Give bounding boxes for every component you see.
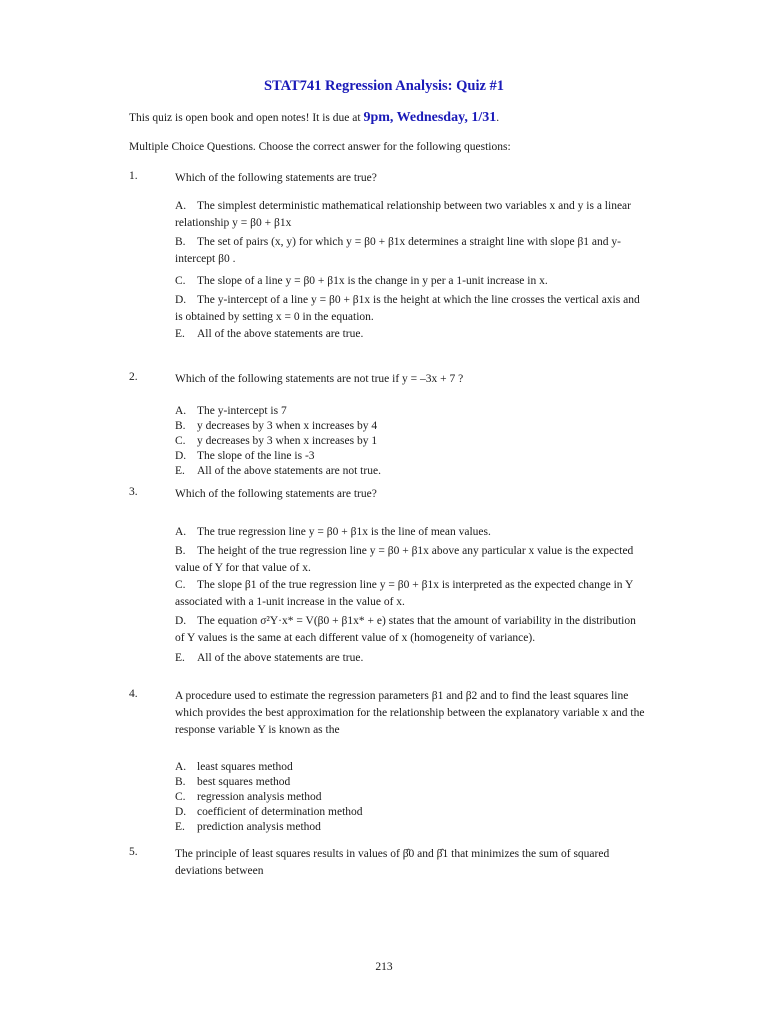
option-text: The y-intercept of a line y = β0 + β1x is the height at which the line crosses the vertical axis and is obtained by setting x = 0 in the equation.: [175, 294, 640, 323]
due-date: 9pm, Wednesday, 1/31: [363, 110, 497, 125]
answer-option: [175, 524, 645, 541]
answer-option: [175, 326, 645, 343]
question-number: 2.: [129, 371, 138, 383]
answer-option: [175, 543, 645, 577]
question-text: Which of the following statements are true?: [175, 172, 377, 184]
option-text: prediction analysis method: [197, 821, 321, 833]
option-text: The slope of a line y = β0 + β1x is the change in y per a 1-unit increase in x.: [197, 275, 548, 287]
option-text: coefficient of determination method: [197, 806, 363, 818]
option-text: The equation σ²Y·x* = V(β0 + β1x* + e) states that the amount of variability in the distribution of Y values is the same at each different value of x (homogeneity of variance).: [175, 615, 636, 644]
option-label: E.: [175, 465, 185, 477]
option-text: The set of pairs (x, y) for which y = β0 + β1x determines a straight line with slope β1 and y-intercept β0 .: [175, 236, 621, 265]
option-label: C.: [175, 435, 186, 447]
intro-text: This quiz is open book and open notes! It is due at: [129, 112, 364, 124]
question-number: 4.: [129, 688, 138, 700]
option-label: E.: [175, 652, 185, 664]
option-label: A.: [175, 200, 187, 212]
option-label: A.: [175, 526, 187, 538]
question-text: A procedure used to estimate the regression parameters β1 and β2 and to find the least squares line which provides the best approximation for the relationship between the explanatory variable x and the response variable Y is known as the: [175, 690, 645, 736]
answer-option: [175, 292, 645, 326]
answer-option: [175, 650, 645, 667]
quiz-title: STAT741 Regression Analysis: Quiz #1: [263, 78, 505, 94]
option-label: C.: [175, 275, 186, 287]
option-text: The slope β1 of the true regression line y = β0 + β1x is interpreted as the expected change in Y associated with a 1-unit increase in the value of x.: [175, 579, 633, 608]
answer-option: [175, 273, 645, 290]
question-text: Which of the following statements are true?: [175, 488, 377, 500]
option-text: The simplest deterministic mathematical relationship between two variables x and y is a linear relationship y = β0 + β1x: [175, 200, 631, 229]
option-text: y decreases by 3 when x increases by 4: [197, 420, 378, 432]
answer-option: [175, 234, 645, 268]
option-text: All of the above statements are true.: [197, 652, 364, 664]
option-text: All of the above statements are true.: [197, 328, 364, 340]
question-number: 5.: [129, 846, 138, 858]
question-text: Which of the following statements are not true if y = –3x + 7 ?: [175, 373, 464, 385]
intro-end: .: [496, 112, 500, 124]
option-label: C.: [175, 791, 186, 803]
page-number: 213: [375, 961, 393, 973]
option-text: The true regression line y = β0 + β1x is the line of mean values.: [197, 526, 491, 538]
answer-option: [175, 198, 645, 232]
answer-option: [175, 463, 645, 480]
question-number: 3.: [129, 486, 138, 498]
option-label: D.: [175, 450, 187, 462]
option-label: B.: [175, 420, 186, 432]
option-text: All of the above statements are not true.: [197, 465, 381, 477]
option-text: The y-intercept is 7: [197, 405, 287, 417]
option-label: C.: [175, 579, 186, 591]
answer-option: [175, 819, 645, 836]
answer-option: [175, 613, 645, 647]
option-label: A.: [175, 405, 187, 417]
option-text: The slope of the line is -3: [197, 450, 315, 462]
option-label: B.: [175, 236, 186, 248]
option-text: best squares method: [197, 776, 291, 788]
question-text: The principle of least squares results in values of β̂0 and β̂1 that minimizes the sum of squared deviations between: [175, 848, 610, 877]
option-text: y decreases by 3 when x increases by 1: [197, 435, 378, 447]
intro-line: [129, 110, 499, 126]
option-label: E.: [175, 821, 185, 833]
option-label: D.: [175, 806, 187, 818]
option-label: E.: [175, 328, 185, 340]
option-label: B.: [175, 776, 186, 788]
option-label: B.: [175, 545, 186, 557]
answer-option: [175, 577, 645, 611]
option-label: D.: [175, 294, 187, 306]
option-label: A.: [175, 761, 187, 773]
option-label: D.: [175, 615, 187, 627]
option-text: regression analysis method: [197, 791, 322, 803]
option-text: The height of the true regression line y = β0 + β1x above any particular x value is the expected value of Y for that value of x.: [175, 545, 634, 574]
question-number: 1.: [129, 170, 138, 182]
instructions: Multiple Choice Questions. Choose the correct answer for the following questions:: [129, 141, 511, 153]
option-text: least squares method: [197, 761, 293, 773]
